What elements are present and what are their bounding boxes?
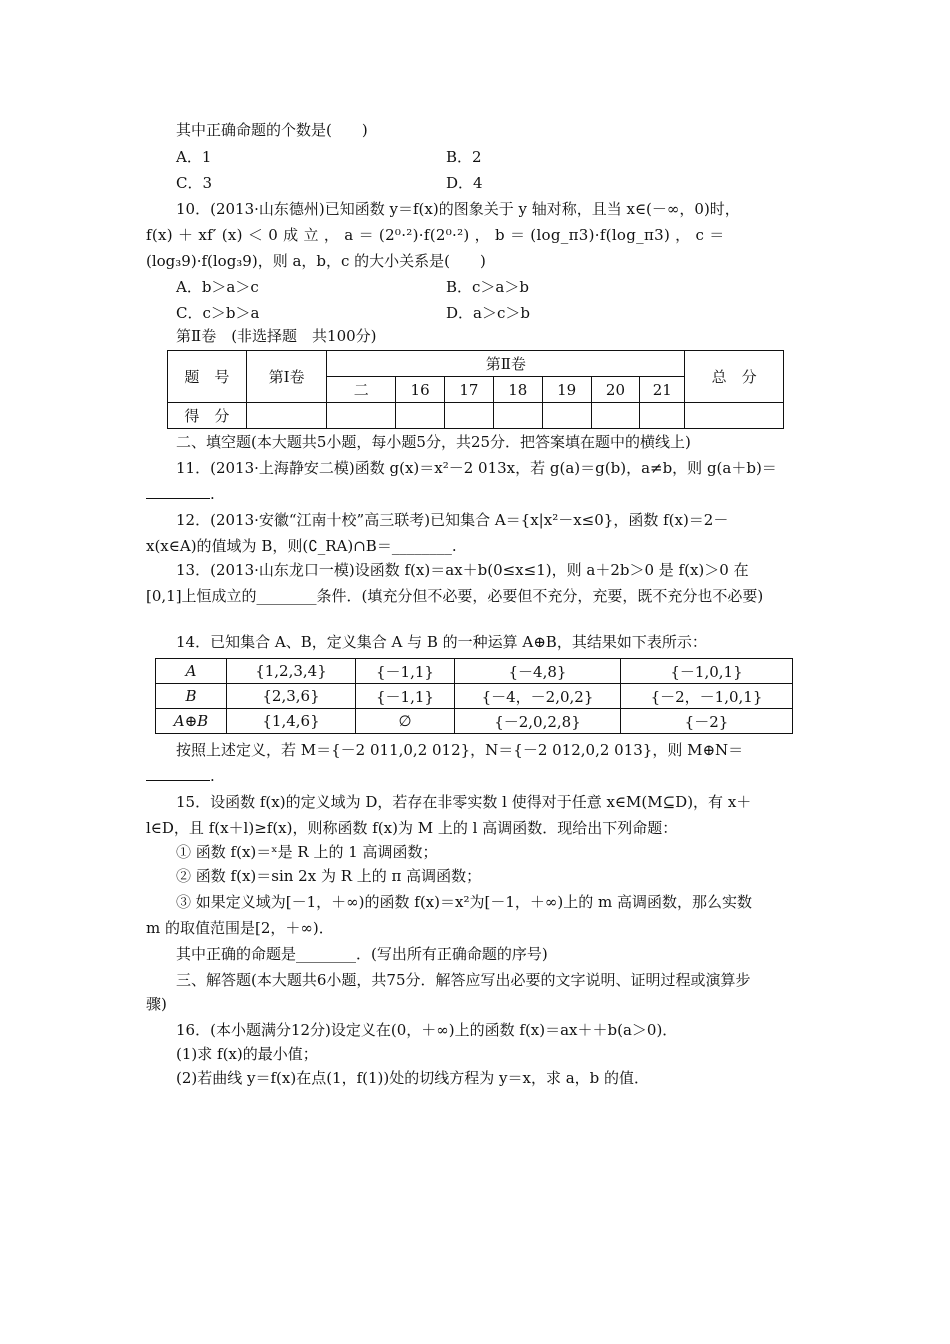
op-table-cell: {－4，－2,0,2} <box>455 684 621 709</box>
q9-option-b: B．2 <box>446 148 482 166</box>
op-table-cell: {－1,1} <box>356 684 455 709</box>
op-table-cell: A⊕B <box>156 709 227 734</box>
q14-stem: 14．已知集合 A、B，定义集合 A 与 B 的一种运算 A⊕B，其结果如下表所示： <box>176 633 707 651</box>
section-3-heading-cont: 骤) <box>146 995 167 1013</box>
op-table-cell: {1,2,3,4} <box>227 659 356 684</box>
q9-option-d: D．4 <box>446 174 483 192</box>
score-cell <box>246 403 327 429</box>
score-cell <box>327 403 396 429</box>
op-table-cell: {－1,1} <box>356 659 455 684</box>
answer-blank <box>146 484 210 499</box>
q15-line-1: 15．设函数 f(x)的定义域为 D，若存在非零实数 l 使得对于任意 x∈M(M⊆D)，有 x＋ <box>176 793 752 811</box>
part2-heading: 第Ⅱ卷 (非选择题 共100分) <box>176 327 377 345</box>
q12-line-1: 12．(2013·安徽“江南十校”高三联考)已知集合 A＝{x|x²－x≤0}，函数 f(x)＝2－ <box>176 511 729 529</box>
q10-option-d: D．a＞c＞b <box>446 304 530 322</box>
q12-line-2: x(x∈A)的值域为 B，则(∁_RA)∩B＝________. <box>146 537 457 555</box>
q9-option-c: C．3 <box>176 174 213 192</box>
score-table-part1: 第Ⅰ卷 <box>246 351 327 403</box>
q13-line-1: 13．(2013·山东龙口一模)设函数 f(x)＝ax＋b(0≤x≤1)，则 a＋2b＞0 是 f(x)＞0 在 <box>176 561 749 579</box>
section-3-heading: 三、解答题(本大题共6小题，共75分．解答应写出必要的文字说明、证明过程或演算步 <box>176 971 751 989</box>
score-cell <box>445 403 494 429</box>
q16-part-2: (2)若曲线 y＝f(x)在点(1，f(1))处的切线方程为 y＝x，求 a，b 的值． <box>176 1069 650 1087</box>
q15-item-3: ③ 如果定义域为[－1，＋∞)的函数 f(x)＝x²为[－1，＋∞)上的 m 高调函数，那么实数 <box>176 893 752 911</box>
q10-line-3: (log₃9)·f(log₃9)，则 a，b，c 的大小关系是( ) <box>146 252 486 270</box>
score-table-label-score: 得 分 <box>168 403 247 429</box>
q10-option-a: A．b＞a＞c <box>176 278 259 296</box>
q10-option-b: B．c＞a＞b <box>446 278 529 296</box>
q10-text-1: 已知函数 y＝f(x)的图象关于 y 轴对称，且当 x∈(－∞，0)时， <box>324 200 740 218</box>
q9-stem: 其中正确命题的个数是( ) <box>176 121 368 139</box>
score-col: 19 <box>542 377 591 403</box>
q10-number: 10． <box>176 200 211 218</box>
q15-line-2: l∈D，且 f(x＋l)≥f(x)，则称函数 f(x)为 M 上的 l 高调函数．现给出下列命题： <box>146 819 678 837</box>
q10-line-1 <box>176 199 740 219</box>
score-col: 17 <box>445 377 494 403</box>
q16-part-1: (1)求 f(x)的最小值； <box>176 1045 318 1063</box>
score-cell <box>493 403 542 429</box>
score-cell <box>640 403 685 429</box>
op-table-cell: ∅ <box>356 709 455 734</box>
q15-item-2: ② 函数 f(x)＝sin 2x 为 R 上的 π 高调函数； <box>176 867 482 885</box>
score-cell <box>542 403 591 429</box>
score-table-label-number: 题 号 <box>168 351 247 403</box>
q15-item-1: ① 函数 f(x)＝ˣ是 R 上的 1 高调函数； <box>176 843 438 861</box>
score-cell <box>396 403 445 429</box>
op-table-cell: B <box>156 684 227 709</box>
q13-line-2: [0,1]上恒成立的________条件．(填充分但不必要，必要但不充分，充要，既不充分也不必要) <box>146 587 764 605</box>
score-table-part2: 第Ⅱ卷 <box>327 351 685 377</box>
operation-table <box>155 658 793 734</box>
op-table-cell: {－2,0,2,8} <box>455 709 621 734</box>
q14-after-2 <box>146 766 215 786</box>
score-cell <box>685 403 784 429</box>
op-table-cell: {2,3,6} <box>227 684 356 709</box>
score-cell <box>591 403 640 429</box>
q11-line-1: 11．(2013·上海静安二模)函数 g(x)＝x²－2 013x，若 g(a)＝g(b)，a≠b，则 g(a＋b)＝ <box>176 459 777 477</box>
q15-ask: 其中正确的命题是________．(写出所有正确命题的序号) <box>176 945 548 963</box>
q10-option-c: C．c＞b＞a <box>176 304 260 322</box>
q11-line-2 <box>146 484 215 504</box>
q10-source: (2013·山东德州) <box>210 200 325 218</box>
op-table-cell: {－1,0,1} <box>621 659 793 684</box>
score-col: 16 <box>396 377 445 403</box>
score-table-total: 总 分 <box>685 351 784 403</box>
q15-item-3-cont: m 的取值范围是[2，＋∞)． <box>146 919 334 937</box>
score-col: 21 <box>640 377 685 403</box>
score-table <box>167 350 784 429</box>
answer-blank <box>146 766 210 781</box>
score-col: 18 <box>493 377 542 403</box>
op-table-cell: {－2，－1,0,1} <box>621 684 793 709</box>
op-table-cell: {－4,8} <box>455 659 621 684</box>
op-table-cell: {1,4,6} <box>227 709 356 734</box>
score-col: 二 <box>327 377 396 403</box>
op-table-cell: A <box>156 659 227 684</box>
q9-option-a: A．1 <box>176 148 212 166</box>
q14-after-1: 按照上述定义，若 M＝{－2 011,0,2 012}，N＝{－2 012,0,2 013}，则 M⊕N＝ <box>176 741 744 759</box>
op-table-cell: {－2} <box>621 709 793 734</box>
q11-period: . <box>210 485 215 503</box>
q14-period: . <box>210 767 215 785</box>
section-2-heading: 二、填空题(本大题共5小题，每小题5分，共25分．把答案填在题中的横线上) <box>176 433 691 451</box>
q10-line-2: f(x) ＋ xf′ (x) ＜ 0 成 立 ， a ＝ (2⁰·²)·f(2⁰·²) ， b ＝ (log_π3)·f(log_π3) ， c ＝ <box>146 226 725 244</box>
q16-stem: 16．(本小题满分12分)设定义在(0，＋∞)上的函数 f(x)＝ax＋＋b(a＞0)． <box>176 1021 678 1039</box>
score-col: 20 <box>591 377 640 403</box>
